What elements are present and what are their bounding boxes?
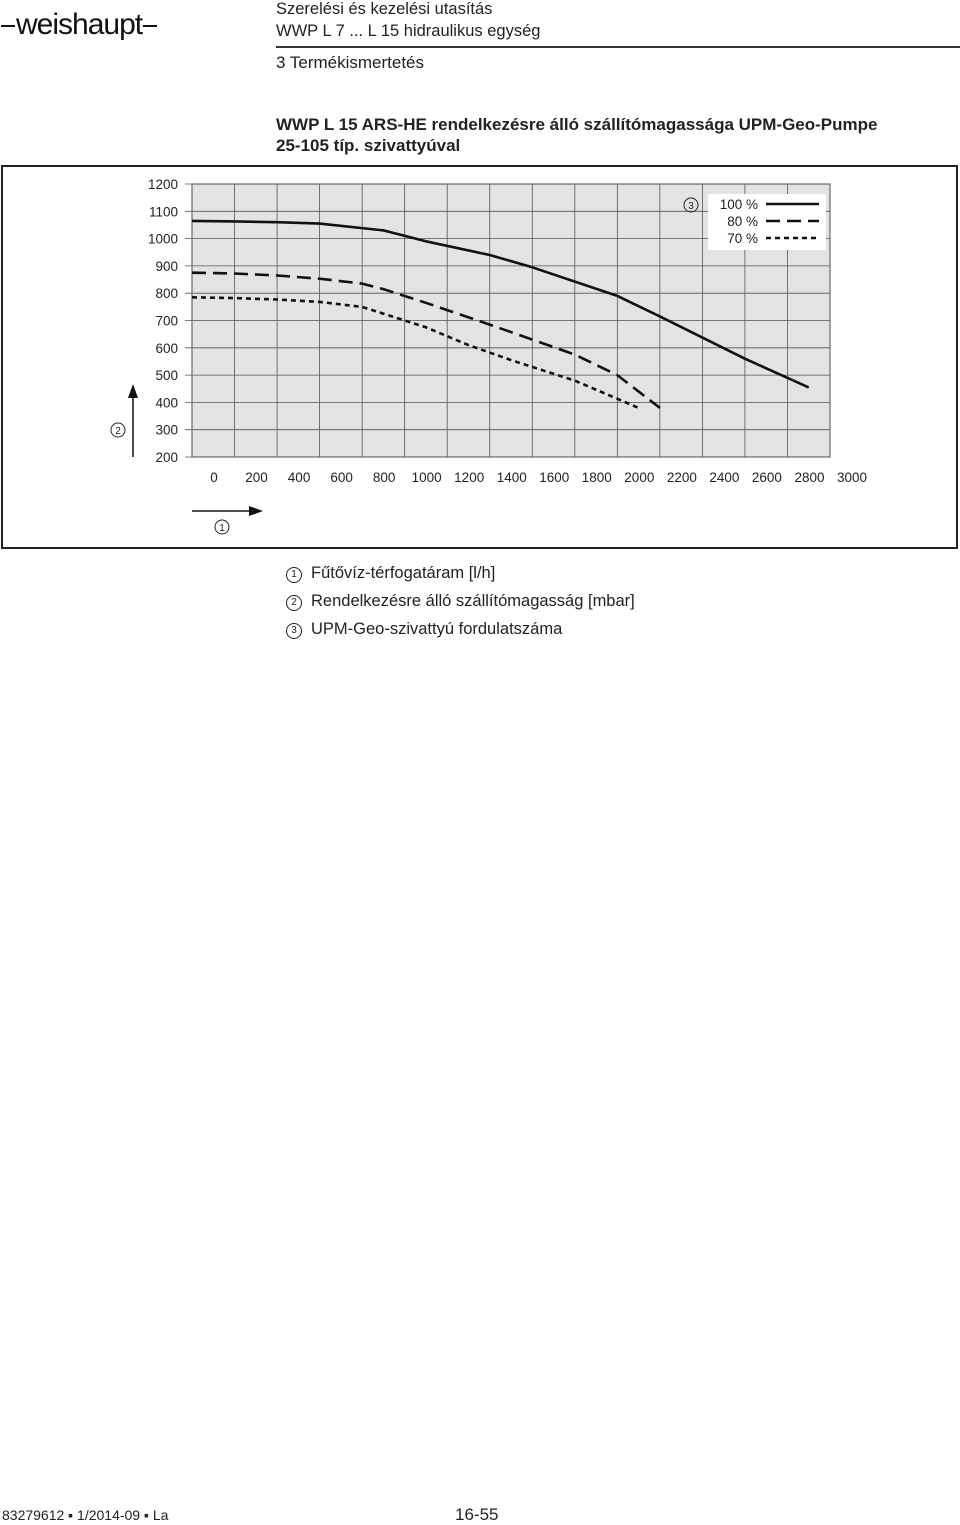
x-tick-label: 3000 — [836, 470, 868, 485]
x-tick-label: 1600 — [539, 470, 570, 485]
y-axis-marker: 2 — [115, 426, 121, 437]
chart-title-line2: 25-105 típ. szivattyúval — [276, 136, 461, 155]
x-tick-label: 1000 — [411, 470, 442, 485]
x-tick-label: 2200 — [666, 470, 697, 485]
x-tick-label: 2600 — [751, 470, 782, 485]
y-tick-label: 900 — [155, 258, 178, 274]
chart-title-line1: WWP L 15 ARS-HE rendelkezésre álló szállítómagassága UPM-Geo-Pumpe — [276, 115, 878, 134]
legend-label-2: 80 % — [727, 214, 758, 229]
y-tick-label: 200 — [155, 450, 178, 465]
y-tick-label: 1200 — [147, 177, 178, 192]
footer-doc-number: 83279612 ▪ 1/2014-09 ▪ La — [2, 1507, 169, 1523]
chart — [0, 0, 960, 560]
doc-subtitle: WWP L 7 ... L 15 hidraulikus egység — [276, 22, 541, 40]
x-tick-label: 2000 — [624, 470, 655, 485]
y-tick-label: 600 — [155, 340, 178, 356]
legend-label-3: 70 % — [727, 231, 758, 246]
x-tick-label: 400 — [287, 470, 311, 485]
section-title: 3 Termékismertetés — [276, 53, 425, 72]
y-axis-arrow-head — [128, 384, 138, 398]
x-tick-label: 600 — [330, 470, 353, 485]
doc-title: Szerelési és kezelési utasítás — [276, 0, 493, 18]
x-tick-label: 2400 — [709, 470, 740, 485]
y-tick-label: 1100 — [148, 204, 178, 220]
y-tick-label: 400 — [155, 395, 178, 411]
caption-2: 2 Rendelkezésre álló szállítómagasság [mbar] — [286, 592, 635, 611]
y-tick-label: 1000 — [147, 231, 178, 247]
y-tick-label: 800 — [155, 286, 178, 302]
brand-logo: weishaupt — [0, 8, 158, 42]
x-tick-label: 1800 — [581, 470, 612, 485]
y-tick-label: 300 — [155, 422, 178, 438]
caption-1: 1 Fűtővíz-térfogatáram [l/h] — [286, 564, 495, 583]
x-tick-label: 2800 — [794, 470, 825, 485]
x-tick-label: 0 — [210, 470, 218, 485]
x-tick-label: 1200 — [454, 470, 485, 485]
x-tick-label: 1400 — [496, 470, 527, 485]
x-tick-label: 800 — [372, 470, 396, 485]
x-axis-arrow-head — [249, 506, 263, 516]
y-tick-label: 700 — [155, 313, 178, 329]
caption-3: 3 UPM-Geo-szivattyú fordulatszáma — [286, 620, 562, 639]
y-tick-label: 500 — [155, 368, 178, 384]
x-axis-marker: 1 — [219, 523, 225, 534]
legend-marker: 3 — [688, 201, 694, 212]
legend-label-1: 100 % — [719, 197, 758, 212]
x-tick-label: 200 — [245, 470, 268, 485]
footer-page-number: 16-55 — [455, 1505, 499, 1524]
